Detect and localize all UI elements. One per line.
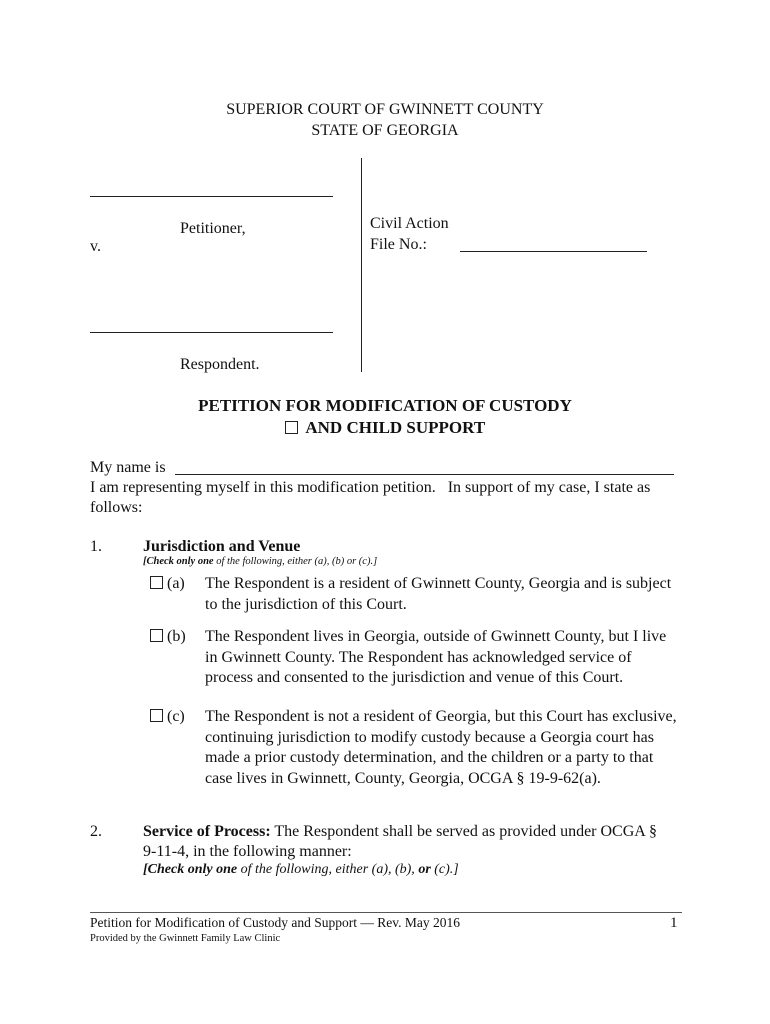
civil-action-label: Civil Action (370, 215, 449, 232)
court-name: SUPERIOR COURT OF GWINNETT COUNTY (226, 101, 544, 118)
respondent-label: Respondent. (180, 356, 260, 373)
petitioner-name-line[interactable] (90, 196, 333, 197)
footer-title: Petition for Modification of Custody and Support — Rev. May 2016 (90, 915, 460, 930)
child-support-checkbox[interactable] (285, 421, 298, 434)
option-c-label: (c) (167, 708, 185, 725)
section1-heading: Jurisdiction and Venue (143, 538, 301, 555)
option-c-text: The Respondent is not a resident of Georgia, but this Court has exclusive, continuing jurisdiction to modify custody because a Georgia court has made a prior custody determination, and the children or a party to that case lives in Gwinnett, County, Georgia, OCGA § 19-9-62(a). (205, 708, 677, 787)
intro-text-line3: follows: (90, 499, 143, 516)
caption-divider (361, 158, 362, 372)
file-number-line[interactable] (460, 251, 647, 252)
document-title-line2 (0, 418, 770, 438)
name-label: My name is (90, 459, 166, 476)
option-b-text: The Respondent lives in Georgia, outside of Gwinnett County, but I live in Gwinnett County. The Respondent has acknowledged service of process and consented to the jurisdiction and venue of this Court. (205, 628, 667, 686)
option-a-label: (a) (167, 575, 185, 592)
section2-note: [Check only one of the following, either (a), (b), or (c).] (143, 862, 459, 877)
section1-number: 1. (90, 538, 102, 555)
section1-note: [Check only one of the following, either (a), (b) or (c).] (143, 556, 378, 567)
section2-line1: Service of Process: The Respondent shall be served as provided under OCGA § (143, 823, 657, 840)
option-c-checkbox[interactable] (150, 709, 163, 722)
child-support-title: AND CHILD SUPPORT (305, 418, 486, 437)
option-a (150, 574, 185, 594)
option-b-checkbox[interactable] (150, 629, 163, 642)
versus-label: v. (90, 238, 101, 255)
option-b-label: (b) (167, 628, 186, 645)
state-name: STATE OF GEORGIA (311, 122, 459, 139)
section2-heading: Service of Process: (143, 823, 271, 840)
option-a-checkbox[interactable] (150, 576, 163, 589)
section2-number: 2. (90, 823, 102, 840)
option-c (150, 707, 185, 727)
page-number: 1 (670, 915, 678, 931)
respondent-name-line[interactable] (90, 332, 333, 333)
intro-text-line2: I am representing myself in this modification petition. In support of my case, I state as (90, 479, 651, 496)
name-input-line[interactable] (175, 474, 674, 475)
document-title-line1: PETITION FOR MODIFICATION OF CUSTODY (198, 396, 572, 415)
option-b (150, 627, 186, 647)
footer-provider: Provided by the Gwinnett Family Law Clinic (90, 933, 281, 944)
file-number-label: File No.: (370, 236, 427, 253)
petitioner-label: Petitioner, (180, 220, 246, 237)
section2-line2: 9-11-4, in the following manner: (143, 843, 352, 860)
option-a-text: The Respondent is a resident of Gwinnett County, Georgia and is subject to the jurisdiction of this Court. (205, 575, 672, 613)
footer-rule (90, 912, 682, 913)
